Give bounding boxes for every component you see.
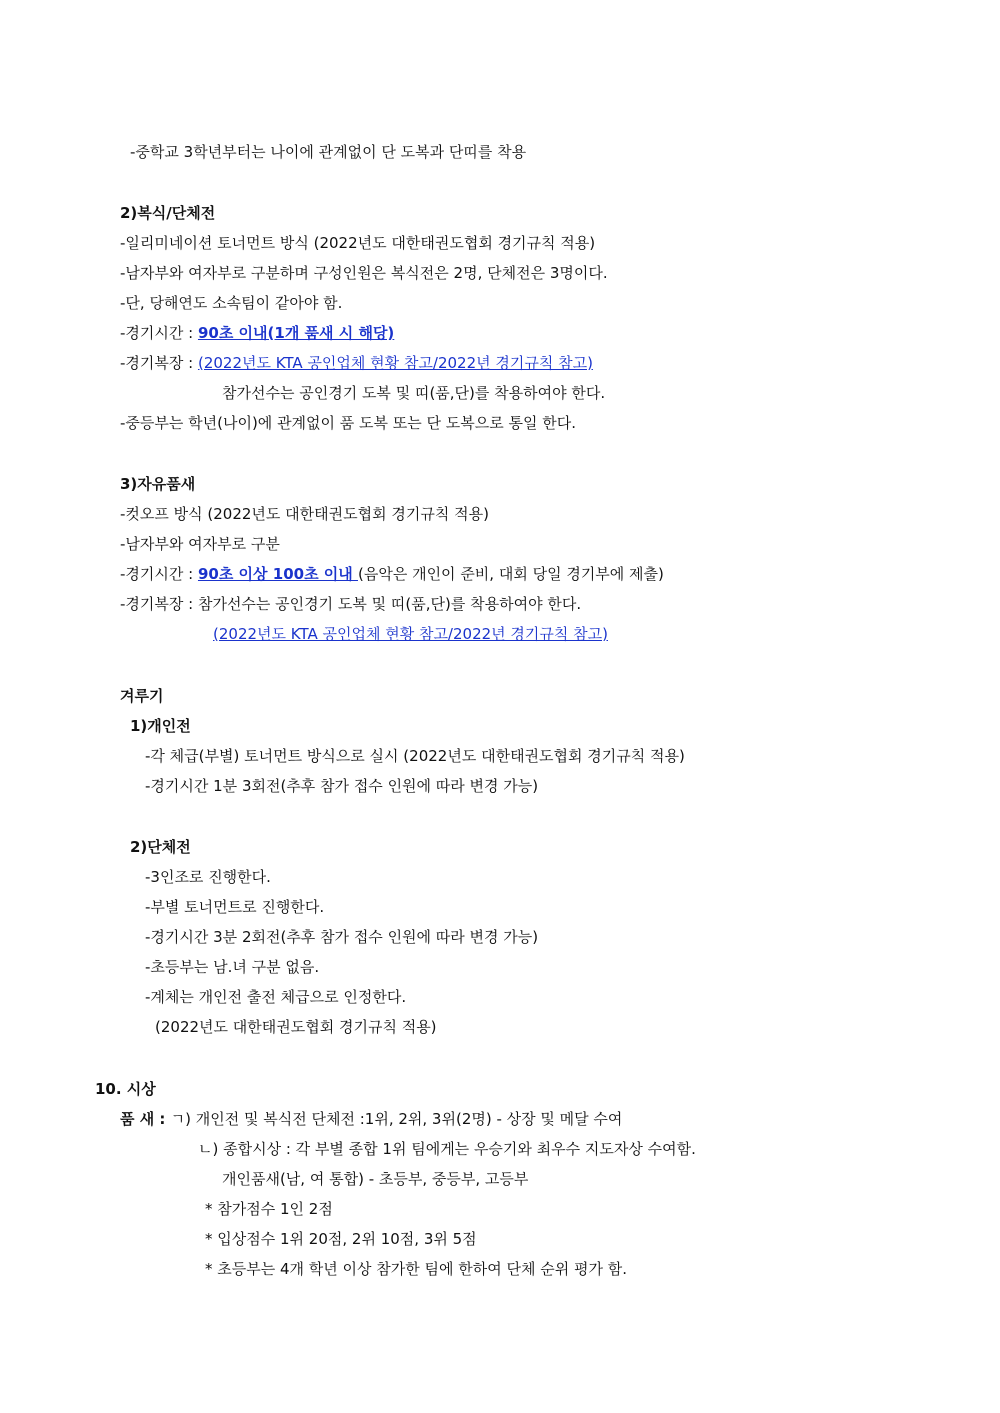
section-heading-freestyle: 3)자유품새 — [120, 475, 196, 493]
text-line — [120, 353, 593, 373]
text-line: * 초등부는 4개 학년 이상 참가한 팀에 한하여 단체 순위 평가 함. — [205, 1260, 628, 1278]
text-line — [120, 564, 664, 584]
text-line: * 입상점수 1위 20점, 2위 10점, 3위 5점 — [205, 1230, 477, 1248]
text-line: -단, 당해연도 소속팀이 같아야 함. — [120, 294, 343, 312]
text-line: ㄴ) 종합시상 : 각 부별 종합 1위 팀에게는 우승기와 최우수 지도자상 수여함. — [198, 1140, 696, 1158]
note-text: (음악은 개인이 준비, 대회 당일 경기부에 제출) — [357, 565, 664, 583]
text-line: -경기복장 : 참가선수는 공인경기 도복 및 띠(품,단)를 착용하여야 한다. — [120, 595, 582, 613]
text-line: * 참가점수 1인 2점 — [205, 1200, 333, 1218]
text-line: -중학교 3학년부터는 나이에 관계없이 단 도복과 단띠를 착용 — [130, 143, 527, 161]
text-line: -각 체급(부별) 토너먼트 방식으로 실시 (2022년도 대한태권도협회 경기규칙 적용) — [145, 747, 685, 765]
link-uniform-reference[interactable]: (2022년도 KTA 공인업체 현황 참고/2022년 경기규칙 참고) — [213, 625, 608, 643]
text-line: -경기시간 3분 2회전(추후 참가 접수 인원에 따라 변경 가능) — [145, 928, 539, 946]
text-line: -남자부와 여자부로 구분하며 구성인원은 복식전은 2명, 단체전은 3명이다. — [120, 264, 608, 282]
text-line — [120, 1109, 622, 1129]
text-line: -계체는 개인전 출전 체급으로 인정한다. — [145, 988, 407, 1006]
text-line: -부별 토너먼트로 진행한다. — [145, 898, 325, 916]
text-line: -컷오프 방식 (2022년도 대한태권도협회 경기규칙 적용) — [120, 505, 489, 523]
text-line: -3인조로 진행한다. — [145, 868, 271, 886]
section-heading-awards: 10. 시상 — [95, 1080, 156, 1098]
subsection-heading: 1)개인전 — [130, 717, 191, 735]
link-time-limit[interactable]: 90초 이상 100초 이내 — [197, 565, 358, 583]
label-text: -경기복장 : — [120, 354, 198, 372]
award-item: ㄱ) 개인전 및 복식전 단체전 :1위, 2위, 3위(2명) - 상장 및 메달 수여 — [170, 1110, 623, 1128]
link-uniform-reference[interactable]: (2022년도 KTA 공인업체 현황 참고/2022년 경기규칙 참고) — [197, 354, 593, 372]
subsection-heading: 2)단체전 — [130, 838, 191, 856]
text-line — [120, 323, 394, 343]
label-text: 품 새 : — [120, 1110, 171, 1128]
label-text: -경기시간 : — [120, 324, 198, 342]
text-line: 참가선수는 공인경기 도복 및 띠(품,단)를 착용하여야 한다. — [222, 384, 606, 402]
text-line: -경기시간 1분 3회전(추후 참가 접수 인원에 따라 변경 가능) — [145, 777, 539, 795]
text-line: -초등부는 남.녀 구분 없음. — [145, 958, 320, 976]
section-heading-doubles-team: 2)복식/단체전 — [120, 204, 216, 222]
section-heading-sparring: 겨루기 — [120, 687, 164, 705]
label-text: -경기시간 : — [120, 565, 198, 583]
link-time-limit[interactable]: 90초 이내(1개 품새 시 해당) — [197, 324, 395, 342]
text-line: -중등부는 학년(나이)에 관계없이 품 도복 또는 단 도복으로 통일 한다. — [120, 414, 577, 432]
text-line: -남자부와 여자부로 구분 — [120, 535, 280, 553]
text-line: (2022년도 대한태권도협회 경기규칙 적용) — [155, 1018, 437, 1036]
text-line: -일리미네이션 토너먼트 방식 (2022년도 대한태권도협회 경기규칙 적용) — [120, 234, 596, 252]
text-line: 개인품새(남, 여 통합) - 초등부, 중등부, 고등부 — [222, 1170, 529, 1188]
